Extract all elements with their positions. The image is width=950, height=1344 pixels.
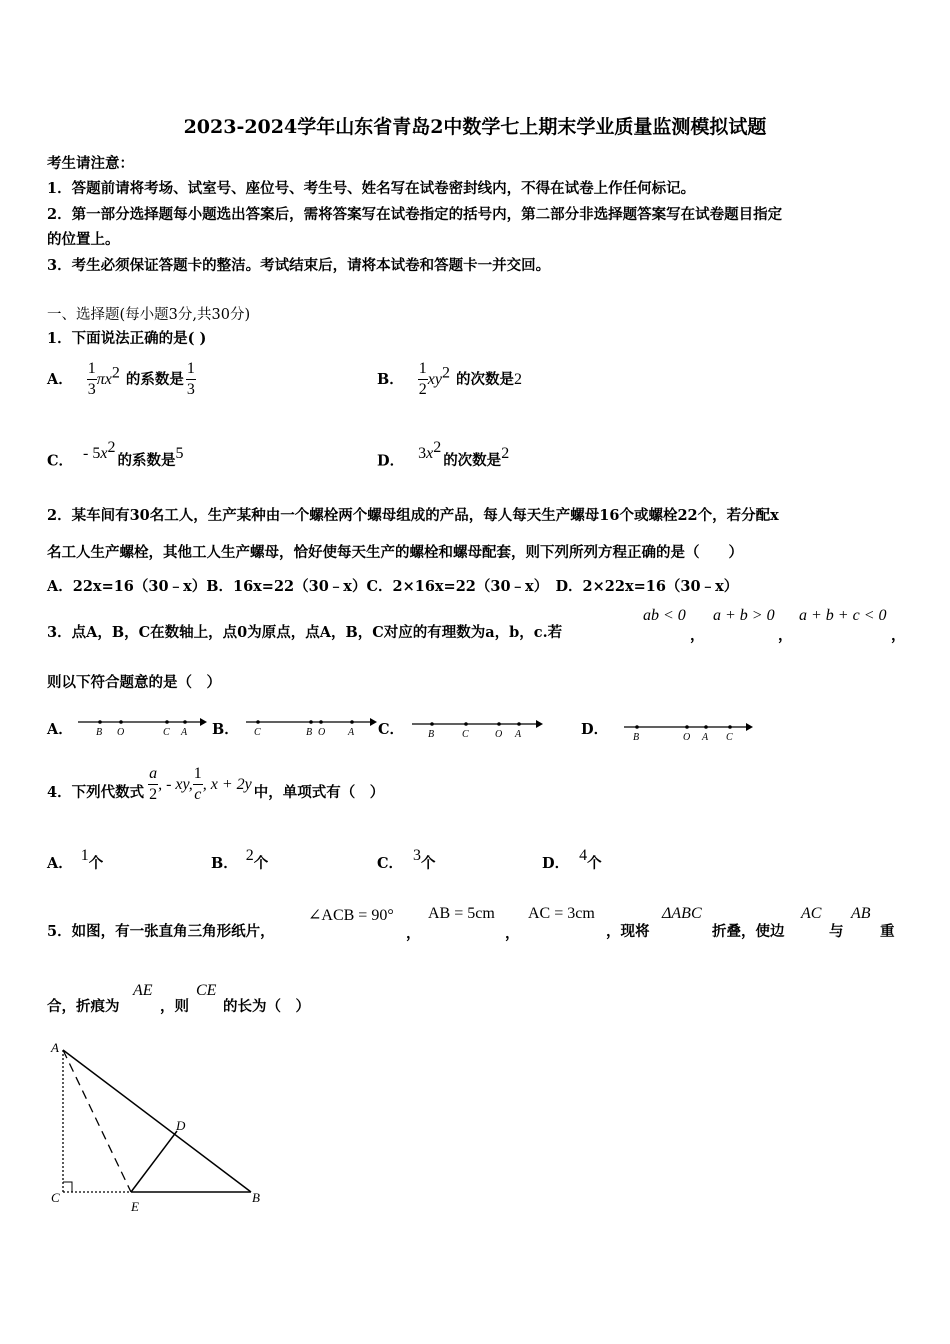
q4-option-a[interactable]: A． 1个 (47, 847, 104, 872)
axis-b-label-a: A (348, 727, 355, 738)
q3-option-d-label[interactable]: D． (581, 721, 609, 738)
notice-item-2-cont: 的位置上。 (47, 231, 120, 248)
q5-line2-text-3: 的长为（ ） (223, 998, 310, 1015)
q5-angle-acb: ∠ACB = 90° (308, 907, 394, 924)
q5-text-1: ，现将 (606, 923, 650, 940)
q1-stem: 1．下面说法正确的是( ) (47, 330, 207, 347)
q3-number-line-c (410, 714, 545, 744)
figure-label-e: E (131, 1199, 139, 1214)
q5-ac-length: AC = 3cm (528, 905, 595, 922)
q3-number-line-a (76, 712, 208, 742)
figure-label-c: C (51, 1190, 60, 1205)
q4-fraction-2: $\frac{1}{c}$ (193, 765, 202, 803)
q3-condition-3: a + b + c < 0 (799, 607, 887, 624)
q5-fold-ae: AE (133, 982, 153, 999)
figure-label-d: D (176, 1118, 186, 1133)
q3-stem-line-2: 则以下符合题意的是（ ） (47, 674, 221, 691)
axis-a-label-c: C (163, 727, 170, 738)
q5-text-3: 与 (829, 923, 844, 940)
axis-a-label-a: A (181, 727, 188, 738)
axis-d-label-c: C (726, 732, 733, 743)
q3-comma-2: ， (778, 627, 793, 644)
notice-item-3: 3．考生必须保证答题卡的整洁。考试结束后，请将本试卷和答题卡一并交回。 (47, 257, 551, 274)
axis-c-label-b: B (428, 729, 435, 740)
section-heading: 一、选择题(每小题3分,共30分) (47, 307, 251, 323)
axis-b-label-b: B (306, 727, 313, 738)
axis-c-label-o: O (495, 729, 503, 740)
axis-b-label-o: O (318, 727, 326, 738)
q1-a-answer: $\frac{1}{3}$ (186, 360, 195, 398)
q1-option-a[interactable]: A． $\frac{1}{3}$ $\pi x^2$ 的系数是 $\frac{1}{3}$ (47, 360, 195, 398)
axis-d-label-o: O (683, 732, 691, 743)
q5-line2-text-2: ，则 (160, 998, 189, 1015)
q5-comma-2: ， (505, 925, 520, 942)
axis-d-label-b: B (633, 732, 640, 743)
q5-line2-text-1: 合，折痕为 (47, 998, 120, 1015)
q3-option-a-label[interactable]: A． (47, 721, 73, 738)
q3-option-c-label[interactable]: C． (378, 721, 405, 738)
q4-option-b[interactable]: B． 2个 (211, 847, 269, 872)
axis-a-label-b: B (96, 727, 103, 738)
notice-item-1: 1．答题前请将考场、试室号、座位号、考生号、姓名写在试卷密封线内，不得在试卷上作任何标记。 (47, 180, 696, 197)
axis-d-label-a: A (702, 732, 709, 743)
axis-b-label-c: C (254, 727, 261, 738)
q5-segment-ce: CE (196, 982, 217, 999)
q3-option-b-label[interactable]: B． (212, 721, 239, 738)
q1-a-fraction: $\frac{1}{3}$ (87, 360, 96, 398)
q5-ab-length: AB = 5cm (428, 905, 495, 922)
page-title: 2023-2024学年山东省青岛2中数学七上期末学业质量监测模拟试题 (183, 116, 767, 138)
q5-triangle-abc: ΔABC (662, 905, 702, 922)
q4-stem: 4．下列代数式 $\frac{a}{2}$ , - xy, $\frac{1}{c}$ , x + 2y 中，单项式有（ ） (47, 765, 385, 803)
q4-fraction-1: $\frac{a}{2}$ (149, 765, 158, 803)
q5-side-ab: AB (851, 905, 871, 922)
q5-side-ac: AC (801, 905, 822, 922)
q2-options[interactable]: A．22x=16（30﹣x）B．16x=22（30﹣x）C．2×16x=22（30﹣x） D．2×22x=16（30﹣x） (47, 578, 739, 595)
q5-text-2: 折叠，使边 (712, 923, 785, 940)
axis-a-label-o: O (117, 727, 125, 738)
q5-text-4: 重 (880, 923, 895, 940)
q1-a-label: A． (47, 371, 73, 388)
q3-condition-2: a + b > 0 (713, 607, 775, 624)
q2-stem-line-2: 名工人生产螺栓，其他工人生产螺母，恰好使每天生产的螺栓和螺母配套，则下列所列方程正确的是（ ） (47, 544, 743, 561)
figure-label-b: B (252, 1190, 260, 1205)
q5-stem: 5．如图，有一张直角三角形纸片， (47, 923, 275, 940)
q1-option-b[interactable]: B． $\frac{1}{2}$ $xy^2$ 的次数是2 (377, 360, 522, 398)
q3-stem: 3．点A，B，C在数轴上，点0为原点，点A，B，C对应的有理数为a，b，c.若 (47, 624, 563, 641)
axis-c-label-c: C (462, 729, 469, 740)
q1-d-label: D． (377, 452, 405, 470)
q3-condition-1: ab < 0 (643, 607, 686, 624)
q4-option-c[interactable]: C． 3个 (377, 847, 436, 872)
q1-c-label: C． (47, 452, 74, 470)
q1-b-fraction: $\frac{1}{2}$ (418, 360, 427, 398)
notice-item-2: 2．第一部分选择题每小题选出答案后，需将答案写在试卷指定的括号内，第二部分非选择题答案写在试卷题目指定 (47, 206, 783, 223)
q3-comma-1: ， (690, 627, 705, 644)
q3-number-line-b (244, 712, 378, 742)
q3-number-line-d (622, 717, 754, 747)
q1-b-label: B． (377, 371, 404, 388)
q1-option-c[interactable]: C． - $5x^2$的系数是5 (47, 439, 184, 470)
notice-heading: 考生请注意： (47, 155, 134, 172)
axis-c-label-a: A (515, 729, 522, 740)
q5-triangle-figure (44, 1036, 274, 1216)
q2-stem-line-1: 2．某车间有30名工人，生产某种由一个螺栓两个螺母组成的产品，每人每天生产螺母16个或螺栓22个，若分配x (47, 507, 779, 524)
figure-label-a: A (51, 1040, 59, 1055)
q3-comma-3: ， (891, 627, 906, 644)
q5-comma-1: ， (406, 925, 421, 942)
q4-option-d[interactable]: D． 4个 (542, 847, 602, 872)
q1-option-d[interactable]: D． $3x^2$的次数是2 (377, 439, 510, 470)
